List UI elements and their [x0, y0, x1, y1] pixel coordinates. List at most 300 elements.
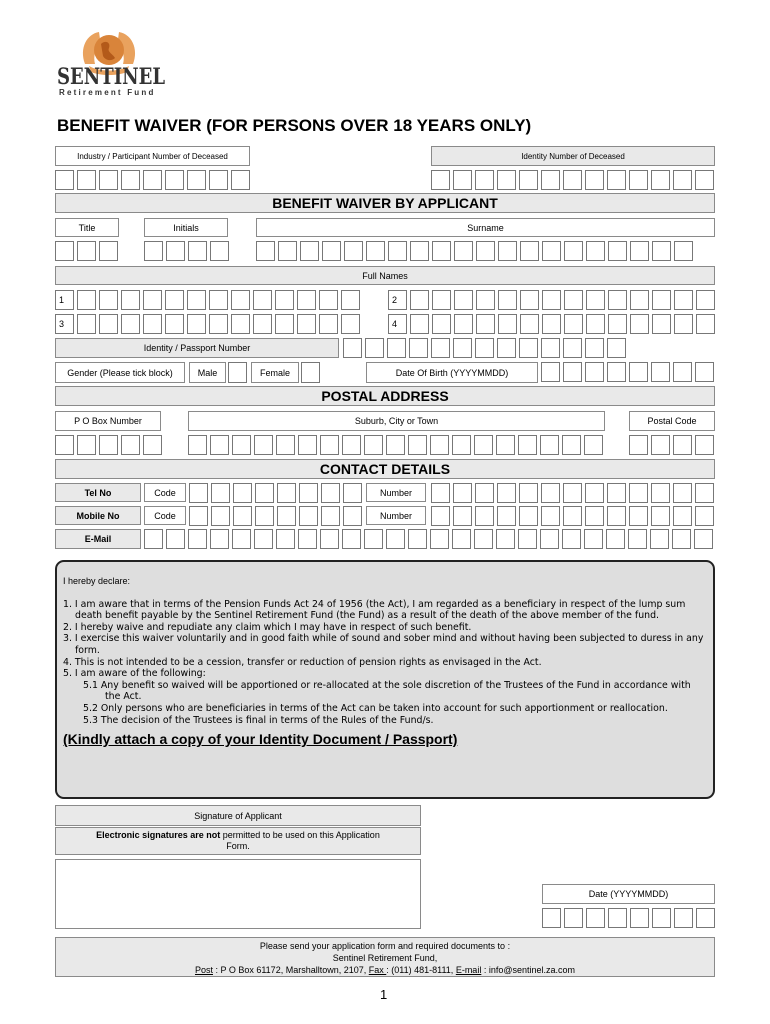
char-box[interactable]: [275, 290, 294, 310]
char-box[interactable]: [520, 290, 539, 310]
email-label: E-Mail: [55, 529, 141, 549]
fullnames-row-2[interactable]: [388, 290, 715, 310]
char-box[interactable]: [497, 170, 516, 190]
char-box[interactable]: [165, 170, 184, 190]
char-box[interactable]: [498, 241, 517, 261]
char-box[interactable]: [209, 314, 228, 334]
char-box[interactable]: [187, 290, 206, 310]
char-box[interactable]: [518, 529, 537, 549]
char-box[interactable]: [541, 170, 560, 190]
signature-box[interactable]: [55, 859, 421, 929]
char-box[interactable]: [121, 170, 140, 190]
char-box[interactable]: [454, 290, 473, 310]
char-box[interactable]: [121, 314, 140, 334]
char-box[interactable]: [320, 435, 339, 455]
declaration-item: 2. I hereby waive and repudiate any claim which I may have in respect of such benefit.: [63, 621, 472, 633]
char-box[interactable]: [255, 483, 274, 503]
contact-header: CONTACT DETAILS: [55, 459, 715, 479]
char-box[interactable]: [188, 435, 207, 455]
char-box[interactable]: [474, 529, 493, 549]
char-box[interactable]: [299, 483, 318, 503]
char-box[interactable]: [319, 290, 338, 310]
declaration-panel: [55, 560, 715, 799]
char-box[interactable]: [430, 529, 449, 549]
char-box[interactable]: [189, 483, 208, 503]
char-box[interactable]: [121, 435, 140, 455]
suburb-boxes[interactable]: [188, 435, 603, 455]
char-box[interactable]: [475, 483, 494, 503]
char-box[interactable]: [144, 529, 163, 549]
footer-line3: [56, 964, 714, 976]
email-boxes[interactable]: [144, 529, 713, 549]
char-box[interactable]: [77, 435, 96, 455]
deceased-industry-boxes[interactable]: [55, 170, 250, 190]
char-box[interactable]: [432, 241, 451, 261]
char-box[interactable]: [343, 483, 362, 503]
char-box[interactable]: [210, 435, 229, 455]
char-box[interactable]: [497, 338, 516, 358]
char-box[interactable]: [584, 529, 603, 549]
logo-name: SENTINEL: [57, 64, 166, 90]
char-box[interactable]: [696, 908, 715, 928]
signature-note-bold: Electronic signatures are not: [96, 830, 221, 840]
char-box[interactable]: [452, 435, 471, 455]
title-label: Title: [55, 218, 119, 237]
char-box[interactable]: [344, 241, 363, 261]
char-box[interactable]: [629, 435, 648, 455]
char-box[interactable]: [695, 170, 714, 190]
char-box[interactable]: [408, 529, 427, 549]
char-box[interactable]: [651, 483, 670, 503]
char-box[interactable]: [475, 506, 494, 526]
char-box[interactable]: [585, 483, 604, 503]
mobile-label: Mobile No: [55, 506, 141, 525]
char-box[interactable]: [540, 529, 559, 549]
char-box[interactable]: [341, 314, 360, 334]
char-box[interactable]: [452, 529, 471, 549]
char-box[interactable]: [253, 314, 272, 334]
deceased-id-boxes[interactable]: [431, 170, 714, 190]
char-box[interactable]: [608, 290, 627, 310]
attach-id-notice: (Kindly attach a copy of your Identity Document / Passport): [63, 731, 458, 748]
char-box[interactable]: [343, 338, 362, 358]
char-box[interactable]: [630, 908, 649, 928]
char-box[interactable]: [541, 483, 560, 503]
row-marker[interactable]: 1: [55, 290, 74, 310]
female-label: Female: [251, 362, 299, 383]
char-box[interactable]: [696, 290, 715, 310]
char-box[interactable]: [607, 338, 626, 358]
char-box[interactable]: [542, 314, 561, 334]
female-checkbox[interactable]: [301, 362, 320, 383]
footer-line2: Sentinel Retirement Fund,: [332, 953, 438, 963]
char-box[interactable]: [650, 529, 669, 549]
gender-label: Gender (Please tick block): [55, 362, 185, 383]
char-box[interactable]: [606, 529, 625, 549]
char-box[interactable]: [629, 506, 648, 526]
male-label: Male: [189, 362, 226, 383]
char-box[interactable]: [143, 290, 162, 310]
char-box[interactable]: [210, 241, 229, 261]
char-box[interactable]: [585, 338, 604, 358]
initials-boxes[interactable]: [144, 241, 229, 261]
char-box[interactable]: [410, 290, 429, 310]
char-box[interactable]: [364, 435, 383, 455]
char-box[interactable]: [209, 170, 228, 190]
char-box[interactable]: [144, 241, 163, 261]
char-box[interactable]: [431, 338, 450, 358]
char-box[interactable]: [652, 241, 671, 261]
char-box[interactable]: [672, 529, 691, 549]
postal-code-label: Postal Code: [629, 411, 715, 431]
char-box[interactable]: [143, 170, 162, 190]
char-box[interactable]: [608, 241, 627, 261]
char-box[interactable]: [121, 290, 140, 310]
char-box[interactable]: [607, 506, 626, 526]
char-box[interactable]: [562, 435, 581, 455]
char-box[interactable]: [497, 506, 516, 526]
char-box[interactable]: [166, 241, 185, 261]
char-box[interactable]: [474, 435, 493, 455]
char-box[interactable]: [607, 170, 626, 190]
tel-label: Tel No: [55, 483, 141, 502]
title-boxes[interactable]: [55, 241, 118, 261]
char-box[interactable]: [343, 506, 362, 526]
char-box[interactable]: [519, 170, 538, 190]
row-marker[interactable]: 3: [55, 314, 74, 334]
char-box[interactable]: [518, 435, 537, 455]
char-box[interactable]: [453, 483, 472, 503]
char-box[interactable]: [77, 170, 96, 190]
char-box[interactable]: [165, 314, 184, 334]
char-box[interactable]: [694, 529, 713, 549]
mobile-code-label: Code: [144, 506, 186, 525]
char-box[interactable]: [673, 483, 692, 503]
char-box[interactable]: [99, 435, 118, 455]
id-passport-boxes[interactable]: [343, 338, 626, 358]
char-box[interactable]: [209, 290, 228, 310]
char-box[interactable]: [651, 362, 670, 382]
char-box[interactable]: [497, 483, 516, 503]
char-box[interactable]: [564, 241, 583, 261]
fullnames-row-1[interactable]: [55, 290, 360, 310]
char-box[interactable]: [408, 435, 427, 455]
char-box[interactable]: [454, 241, 473, 261]
char-box[interactable]: [276, 529, 295, 549]
char-box[interactable]: [695, 506, 714, 526]
mobile-number-label: Number: [366, 506, 426, 525]
char-box[interactable]: [562, 529, 581, 549]
char-box[interactable]: [366, 241, 385, 261]
char-box[interactable]: [520, 241, 539, 261]
char-box[interactable]: [233, 483, 252, 503]
char-box[interactable]: [321, 483, 340, 503]
char-box[interactable]: [651, 506, 670, 526]
dob-boxes[interactable]: [541, 362, 714, 382]
char-box[interactable]: [586, 241, 605, 261]
char-box[interactable]: [696, 314, 715, 334]
char-box[interactable]: [630, 314, 649, 334]
char-box[interactable]: [542, 241, 561, 261]
char-box[interactable]: [55, 241, 74, 261]
char-box[interactable]: [342, 435, 361, 455]
char-box[interactable]: [564, 290, 583, 310]
surname-label: Surname: [256, 218, 715, 237]
char-box[interactable]: [563, 170, 582, 190]
char-box[interactable]: [475, 338, 494, 358]
char-box[interactable]: [519, 506, 538, 526]
char-box[interactable]: [520, 314, 539, 334]
char-box[interactable]: [233, 506, 252, 526]
char-box[interactable]: [453, 170, 472, 190]
deceased-industry-label: Industry / Participant Number of Deceased: [55, 146, 250, 166]
char-box[interactable]: [189, 506, 208, 526]
char-box[interactable]: [231, 290, 250, 310]
footer-email-value: : info@sentinel.za.com: [481, 965, 576, 975]
page-number: 1: [380, 987, 388, 1002]
footer-post-value: : P O Box 61172, Marshalltown, 2107,: [212, 965, 369, 975]
date-label: Date (YYYYMMDD): [542, 884, 715, 904]
char-box[interactable]: [278, 241, 297, 261]
declaration-item: 3. I exercise this waiver voluntarily and in good faith while of sound and sober mind and without having been subjected to duress in any form.: [63, 633, 704, 656]
char-box[interactable]: [498, 290, 517, 310]
row-marker[interactable]: 2: [388, 290, 407, 310]
row-marker[interactable]: 4: [388, 314, 407, 334]
char-box[interactable]: [364, 529, 383, 549]
logo: [55, 26, 165, 101]
deceased-id-label: Identity Number of Deceased: [431, 146, 715, 166]
char-box[interactable]: [231, 314, 250, 334]
tel-code-label: Code: [144, 483, 186, 502]
char-box[interactable]: [629, 483, 648, 503]
char-box[interactable]: [519, 483, 538, 503]
signature-note-rest: permitted to be used on this Application Form.: [220, 830, 380, 851]
char-box[interactable]: [297, 314, 316, 334]
footer-email-label: E-mail: [455, 965, 482, 975]
char-box[interactable]: [298, 435, 317, 455]
char-box[interactable]: [99, 290, 118, 310]
char-box[interactable]: [673, 435, 692, 455]
footer-fax-label: Fax: [368, 965, 387, 975]
footer-post-label: Post: [194, 965, 213, 975]
char-box[interactable]: [275, 314, 294, 334]
fullnames-row-4[interactable]: [388, 314, 715, 334]
fullnames-label: Full Names: [55, 266, 715, 285]
char-box[interactable]: [586, 290, 605, 310]
char-box[interactable]: [277, 506, 296, 526]
char-box[interactable]: [498, 314, 517, 334]
char-box[interactable]: [542, 908, 561, 928]
char-box[interactable]: [540, 435, 559, 455]
char-box[interactable]: [431, 170, 450, 190]
char-box[interactable]: [541, 506, 560, 526]
char-box[interactable]: [586, 314, 605, 334]
char-box[interactable]: [431, 506, 450, 526]
char-box[interactable]: [673, 506, 692, 526]
surname-boxes[interactable]: [256, 241, 693, 261]
char-box[interactable]: [673, 362, 692, 382]
char-box[interactable]: [99, 241, 118, 261]
char-box[interactable]: [410, 241, 429, 261]
declaration-item: 5. I am aware of the following:: [63, 668, 206, 680]
char-box[interactable]: [454, 314, 473, 334]
char-box[interactable]: [431, 483, 450, 503]
char-box[interactable]: [387, 338, 406, 358]
char-box[interactable]: [99, 170, 118, 190]
male-checkbox[interactable]: [228, 362, 247, 383]
fullnames-row-3[interactable]: [55, 314, 360, 334]
declaration-intro: I hereby declare:: [63, 576, 131, 586]
char-box[interactable]: [496, 435, 515, 455]
char-box[interactable]: [541, 338, 560, 358]
char-box[interactable]: [342, 529, 361, 549]
char-box[interactable]: [277, 483, 296, 503]
char-box[interactable]: [410, 314, 429, 334]
char-box[interactable]: [453, 338, 472, 358]
footer-fax-value: : (011) 481-8111,: [386, 965, 456, 975]
char-box[interactable]: [628, 529, 647, 549]
char-box[interactable]: [564, 908, 583, 928]
char-box[interactable]: [563, 506, 582, 526]
char-box[interactable]: [321, 506, 340, 526]
char-box[interactable]: [55, 435, 74, 455]
char-box[interactable]: [187, 170, 206, 190]
char-box[interactable]: [476, 290, 495, 310]
char-box[interactable]: [143, 435, 162, 455]
char-box[interactable]: [386, 529, 405, 549]
char-box[interactable]: [299, 506, 318, 526]
date-boxes[interactable]: [542, 908, 715, 928]
char-box[interactable]: [475, 170, 494, 190]
char-box[interactable]: [674, 314, 693, 334]
char-box[interactable]: [77, 241, 96, 261]
signature-note: [55, 827, 421, 855]
char-box[interactable]: [298, 529, 317, 549]
pobox-boxes[interactable]: [55, 435, 162, 455]
char-box[interactable]: [564, 314, 583, 334]
tel-number-label: Number: [366, 483, 426, 502]
char-box[interactable]: [563, 338, 582, 358]
char-box[interactable]: [629, 362, 648, 382]
char-box[interactable]: [276, 435, 295, 455]
char-box[interactable]: [585, 506, 604, 526]
declaration-subitem: 5.1 Any benefit so waived will be apportioned or re-allocated at the sole discretion of the Trustees of the Fund in accordance with the Act.: [83, 679, 691, 703]
dob-label: Date Of Birth (YYYYMMDD): [366, 362, 538, 383]
char-box[interactable]: [322, 241, 341, 261]
char-box[interactable]: [541, 362, 560, 382]
char-box[interactable]: [319, 314, 338, 334]
char-box[interactable]: [297, 290, 316, 310]
char-box[interactable]: [585, 170, 604, 190]
char-box[interactable]: [674, 241, 693, 261]
char-box[interactable]: [320, 529, 339, 549]
char-box[interactable]: [607, 483, 626, 503]
char-box[interactable]: [674, 290, 693, 310]
char-box[interactable]: [608, 908, 627, 928]
char-box[interactable]: [166, 529, 185, 549]
char-box[interactable]: [409, 338, 428, 358]
char-box[interactable]: [519, 338, 538, 358]
char-box[interactable]: [695, 483, 714, 503]
declaration-item: 4. This is not intended to be a cession, transfer or reduction of pension rights as envisaged in the Act.: [63, 656, 542, 668]
char-box[interactable]: [608, 314, 627, 334]
char-box[interactable]: [255, 506, 274, 526]
char-box[interactable]: [211, 506, 230, 526]
char-box[interactable]: [231, 170, 250, 190]
suburb-label: Suburb, City or Town: [188, 411, 605, 431]
char-box[interactable]: [563, 362, 582, 382]
declaration-subitem: 5.2 Only persons who are beneficiaries in terms of the Act can be taken into account for such apportionment or reallocation.: [83, 702, 668, 714]
char-box[interactable]: [453, 506, 472, 526]
char-box[interactable]: [341, 290, 360, 310]
char-box[interactable]: [256, 241, 275, 261]
char-box[interactable]: [652, 290, 671, 310]
char-box[interactable]: [388, 241, 407, 261]
char-box[interactable]: [652, 314, 671, 334]
char-box[interactable]: [386, 435, 405, 455]
char-box[interactable]: [253, 290, 272, 310]
char-box[interactable]: [584, 435, 603, 455]
char-box[interactable]: [210, 529, 229, 549]
char-box[interactable]: [254, 435, 273, 455]
char-box[interactable]: [188, 529, 207, 549]
char-box[interactable]: [143, 314, 162, 334]
char-box[interactable]: [563, 483, 582, 503]
char-box[interactable]: [585, 362, 604, 382]
postal-code-boxes[interactable]: [629, 435, 714, 455]
char-box[interactable]: [542, 290, 561, 310]
char-box[interactable]: [187, 314, 206, 334]
mobile-code-boxes[interactable]: [189, 506, 362, 526]
tel-code-boxes[interactable]: [189, 483, 362, 503]
char-box[interactable]: [673, 170, 692, 190]
char-box[interactable]: [674, 908, 693, 928]
char-box[interactable]: [232, 435, 251, 455]
tel-number-boxes[interactable]: [431, 483, 714, 503]
footer: [55, 937, 715, 977]
char-box[interactable]: [651, 435, 670, 455]
declaration-subitem: 5.3 The decision of the Trustees is final in terms of the Rules of the Fund/s.: [83, 714, 434, 726]
char-box[interactable]: [211, 483, 230, 503]
char-box[interactable]: [432, 290, 451, 310]
char-box[interactable]: [695, 362, 714, 382]
char-box[interactable]: [55, 170, 74, 190]
char-box[interactable]: [77, 314, 96, 334]
char-box[interactable]: [586, 908, 605, 928]
char-box[interactable]: [695, 435, 714, 455]
char-box[interactable]: [652, 908, 671, 928]
char-box[interactable]: [99, 314, 118, 334]
char-box[interactable]: [432, 314, 451, 334]
char-box[interactable]: [188, 241, 207, 261]
mobile-number-boxes[interactable]: [431, 506, 714, 526]
char-box[interactable]: [165, 290, 184, 310]
char-box[interactable]: [232, 529, 251, 549]
char-box[interactable]: [651, 170, 670, 190]
char-box[interactable]: [476, 314, 495, 334]
char-box[interactable]: [496, 529, 515, 549]
char-box[interactable]: [607, 362, 626, 382]
char-box[interactable]: [630, 290, 649, 310]
char-box[interactable]: [300, 241, 319, 261]
char-box[interactable]: [365, 338, 384, 358]
char-box[interactable]: [77, 290, 96, 310]
char-box[interactable]: [430, 435, 449, 455]
char-box[interactable]: [254, 529, 273, 549]
char-box[interactable]: [629, 170, 648, 190]
char-box[interactable]: [476, 241, 495, 261]
char-box[interactable]: [630, 241, 649, 261]
